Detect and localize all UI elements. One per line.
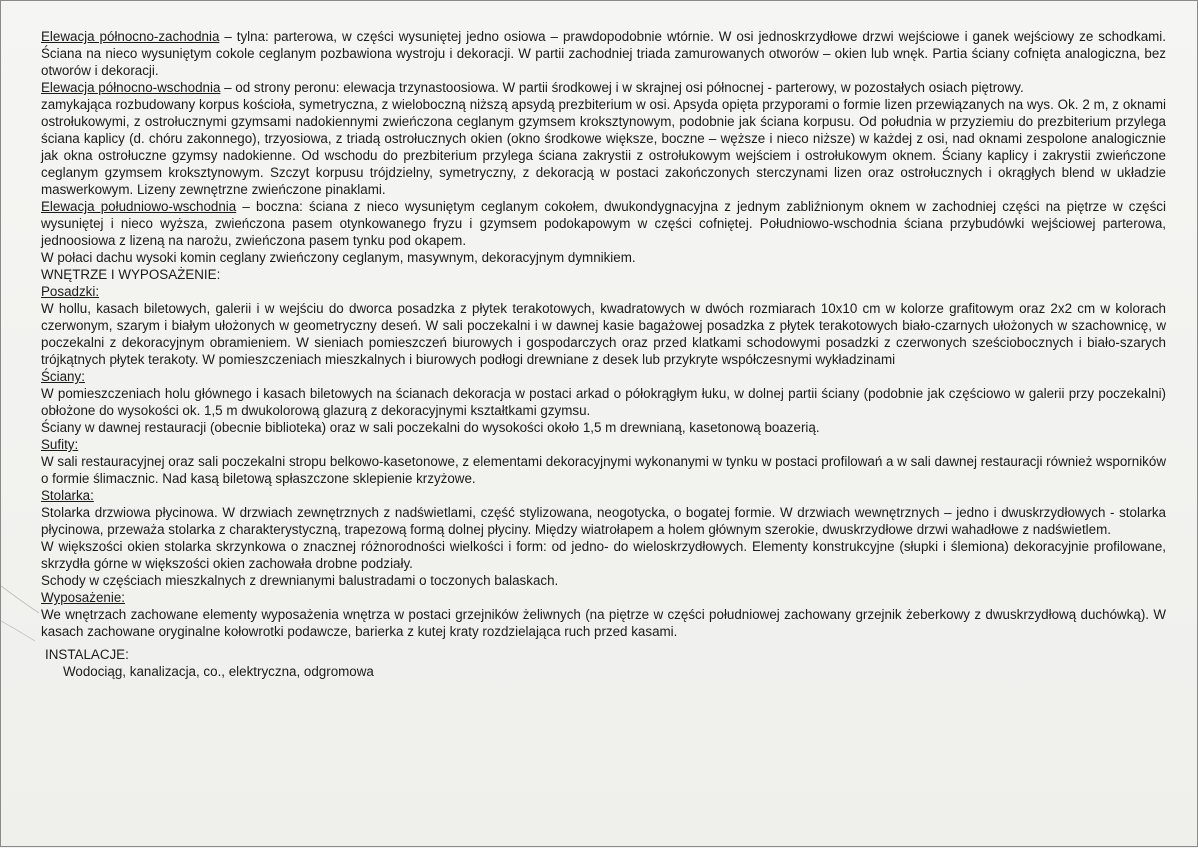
- equipment-label: Wyposażenie:: [41, 590, 125, 605]
- paragraph-church-body: zamykająca rozbudowany korpus kościoła, symetryczna, z wieloboczną niższą apsydą prezbiterium w osi. Apsyda opięta przyporami o formie lizen przewiązanych na wys. Ok. 2 m, z oknami ostrołukowymi, z ostrołucznymi gzymsami nadokiennymi zwieńczona ceglanym gzymsem kroksztynowym, podobnie jak ściana korpusu. Od południa w przyziemiu do prezbiterium przylega ściana kaplicy (d. chóru zakonnego), trzyosiowa, z triadą ostrołucznych okien (okno środkowe większe, boczne – węższe i nieco niższe) w każdej z osi, nad oknami zespolone analogicznie jak okna ostrołuczne gzymsy nadokienne. Od wschodu do prezbiterium przylega ściana zakrystii z ostrołukowym wejściem i ostrołukowym oknem. Ściany kaplicy i zakrystii zwieńczone ceglanym gzymsem kroksztynowym. Szczyt korpusu trójdzielny, symetryczny, z dekoracją w postaci zakończonych sterczynami lizen oraz ostrołucznych i okrągłych blend w układzie maswerkowym. Lizeny zewnętrzne zwieńczone pinaklami.: [41, 97, 1166, 197]
- document-body: [41, 28, 1166, 680]
- ceilings-text: W sali restauracyjnej oraz sali poczekalni stropu belkowo-kasetonowe, z elementami dekoracyjnymi wykonanymi w tynku w postaci profilowań a w sali dawnej restauracji również wsporników o formie ślimacznic. Nad kasą biletową spłaszczone sklepienie krzyżowe.: [41, 454, 1166, 486]
- walls-text: W pomieszczeniach holu głównego i kasach biletowych na ścianach dekoracja w postaci arkad o półokrągłym łuku, w dolnej partii ściany (podobnie jak częściowo w galerii przy poczekalni) obłożone do wysokości ok. 1,5 m dwukolorową glazurą z dekoracyjnymi kształtkami gzymsu.: [41, 386, 1166, 418]
- northeast-elevation-label: Elewacja północno-wschodnia: [41, 80, 221, 95]
- floors-text: W hollu, kasach biletowych, galerii i w wejściu do dworca posadzka z płytek terakotowych, kwadratowych w dwóch rozmiarach 10x10 cm w kolorze grafitowym oraz 2x2 cm w kolorach czerwonym, szarym i białym ułożonych w geometryczny deseń. W sali poczekalni i w dawnej kasie bagażowej posadzka z płytek terakotowych biało-czarnych ułożonych w szachownicę, w poczekalni z dekoracyjnym obramieniem. W sieniach pomieszczeń biurowych i gospodarczych oraz przed klatkami schodowymi posadzki z czerwonych sześciobocznych i biało-szarych trójkątnych płytek terakoty. W pomieszczeniach mieszkalnych i biurowych podłogi drewniane z desek lub przykryte współczesnymi wykładzinami: [41, 301, 1166, 367]
- joinery-label: Stolarka:: [41, 488, 94, 503]
- equipment-text: We wnętrzach zachowane elementy wyposażenia wnętrza w postaci grzejników żeliwnych (na piętrze w części południowej zachowany grzejnik żeberkowy z dwuskrzydłową duchówką). W kasach zachowane oryginalne kołowrotki podawcze, barierka z kutej kraty rozdzielająca ruch przed kasami.: [41, 607, 1166, 639]
- installations-title: INSTALACJE:: [45, 647, 129, 662]
- ceilings-label: Sufity:: [41, 437, 79, 452]
- northwest-elevation-label: Elewacja północno-zachodnia: [41, 29, 220, 44]
- walls-text-2: Ściany w dawnej restauracji (obecnie biblioteka) oraz w sali poczekalni do wysokości około 1,5 m drewnianą, kasetonową boazerią.: [41, 420, 820, 435]
- joinery-text-3: Schody w częściach mieszkalnych z drewnianymi balustradami o toczonych balaskach.: [41, 573, 559, 588]
- southeast-elevation-label: Elewacja południowo-wschodnia: [41, 199, 237, 214]
- floors-label: Posadzki:: [41, 284, 100, 299]
- northeast-elevation-text: – od strony peronu: elewacja trzynastoosiowa. W partii środkowej i w skrajnej osi północnej - parterowy, w pozostałych osiach piętrowy.: [220, 80, 1024, 95]
- installations-value: Wodociąg, kanalizacja, co., elektryczna, odgromowa: [63, 664, 374, 679]
- joinery-text-2: W większości okien stolarka skrzynkowa o znacznej różnorodności wielkości i form: od jedno- do wieloskrzydłowych. Elementy konstrukcyjne (słupki i ślemiona) dekoracyjnie profilowane, skrzydła górne w większości okien zachowała drobne podziały.: [41, 539, 1166, 571]
- walls-label: Ściany:: [41, 369, 85, 384]
- paragraph-chimney: W połaci dachu wysoki komin ceglany zwieńczony ceglanym, masywnym, dekoracyjnym dymnikiem.: [41, 250, 636, 265]
- installations-section: [41, 646, 1166, 680]
- interior-title: WNĘTRZE I WYPOSAŻENIE:: [41, 267, 221, 282]
- paragraph-southeast-elevation: [41, 198, 1166, 249]
- southeast-elevation-text: – boczna: ściana z nieco wysuniętym ceglanym cokołem, dwukondygnacyjna z jednym zabliźnionym oknem w zachodniej części na piętrze w części wysuniętej i nieco wyższa, zwieńczona pasem otynkowanego fryzu i gzymsem podokapowym w części cofniętej. Południowo-wschodnia ściana przybudówki wejściowej parterowa, jednoosiowa z lizeną na narożu, zwieńczona pasem tynku pod okapem.: [41, 199, 1166, 248]
- paragraph-northwest-elevation: [41, 28, 1166, 79]
- northwest-elevation-text: – tylna: parterowa, w części wysuniętej jedno osiowa – prawdopodobnie wtórnie. W osi jednoskrzydłowe drzwi wejściowe i ganek wejściowy ze schodkami. Ściana na nieco wysuniętym cokole ceglanym pozbawiona wystroju i dekoracji. W partii zachodniej triada zamurowanych otworów – okien lub wnęk. Partia ściany cofnięta analogiczna, bez otworów i dekoracji.: [41, 29, 1166, 78]
- joinery-text: Stolarka drzwiowa płycinowa. W drzwiach zewnętrznych z nadświetlami, część stylizowana, neogotycka, o bogatej formie. W drzwiach wewnętrznych – jedno i dwuskrzydłowych - stolarka płycinowa, przeważa stolarka z charakterystyczną, trapezową formą dolnej płyciny. Między wiatrołapem a holem głównym szerokie, dwuskrzydłowe drzwi wahadłowe z nadświetlem.: [41, 505, 1166, 537]
- paragraph-northeast-elevation: [41, 79, 1166, 96]
